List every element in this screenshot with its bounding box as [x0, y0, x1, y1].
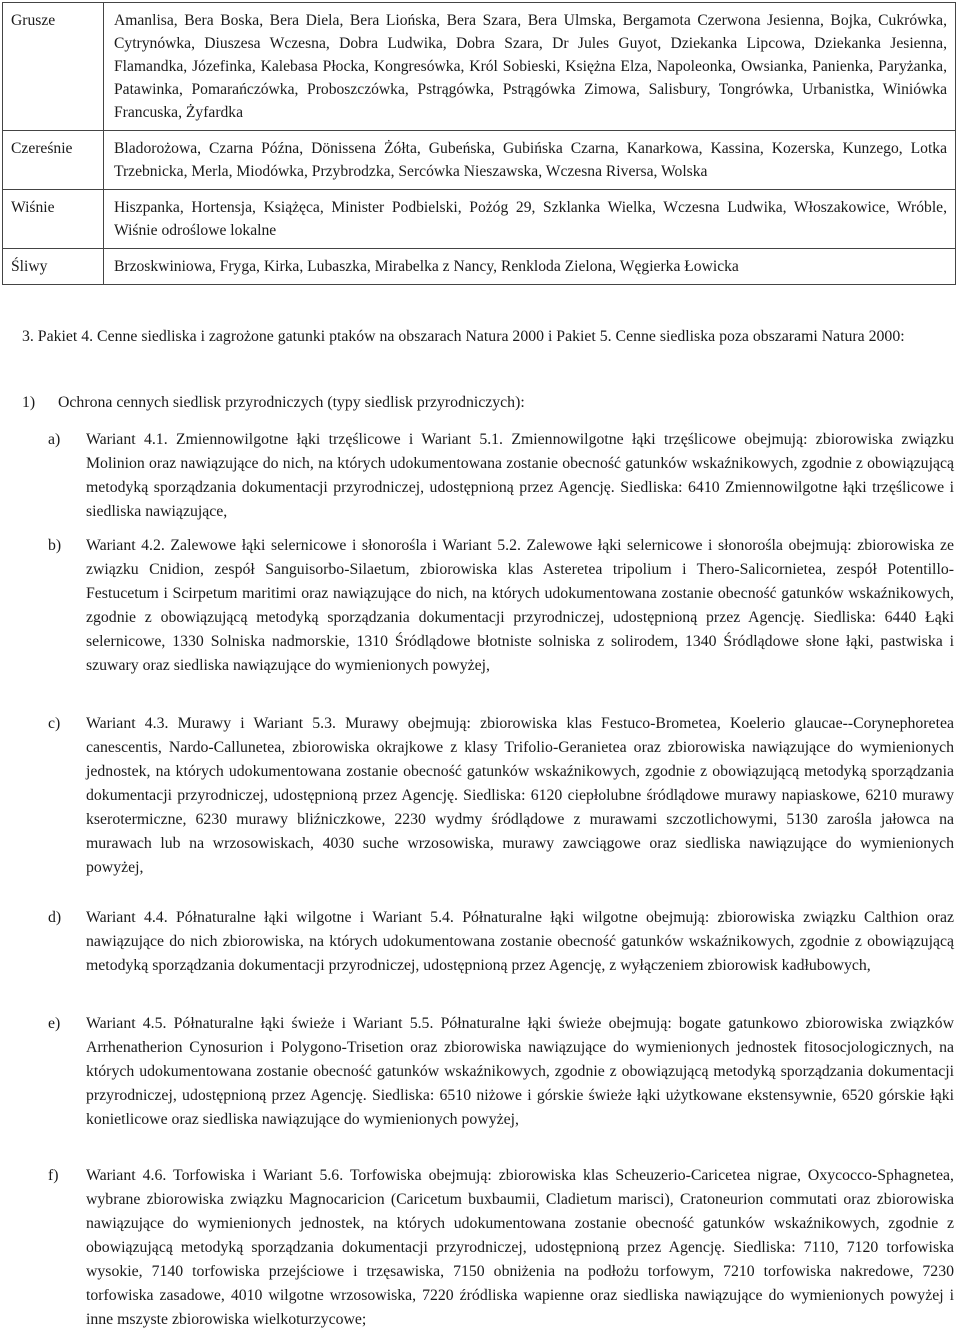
list-item-text: Wariant 4.3. Murawy i Wariant 5.3. Murawy obejmują: zbiorowiska klas Festuco-Brometea, Koelerio glaucae--Corynephoretea canescentis, Nardo-Callunetea, zbiorowiska okrajkowe z klasy Trifolio-Geranietea oraz zbiorowiska nawiązujące do wymienionych jednostek, na których udokumentowana zostanie obecność gatunków wskaźnikowych, zgodnie z obowiązującą metodyką sporządzania dokumentacji przyrodniczej, udostępnioną przez Agencję. Siedliska: 6120 ciepłolubne śródlądowe murawy napiaskowe, 6210 murawy kserotermiczne, 6230 murawy bliźniczkowe, 2230 wydmy śródlądowe z murawami szczotlichowymi, 5130 zarośla jałowca na murawach lub na wrzosowiskach, 4030 suche wrzosowiska, murawy zawciągowe oraz siedliska nawiązujące do wymienionych powyżej,	[86, 715, 954, 876]
list-letter: c)	[48, 715, 61, 732]
list-item	[48, 534, 960, 678]
fruit-varieties-table	[2, 2, 956, 285]
varieties-cell: Brzoskwiniowa, Fryga, Kirka, Lubaszka, Mirabelka z Nancy, Renkloda Zielona, Węgierka Łowicka	[104, 249, 956, 285]
list-item	[48, 712, 960, 880]
list-letter: e)	[48, 1015, 61, 1032]
table-row	[3, 131, 956, 190]
numbered-heading	[22, 392, 952, 414]
varieties-cell: Hiszpanka, Hortensja, Książęca, Minister Podbielski, Pożóg 29, Szklanka Wielka, Wczesna Ludwika, Włoszakowice, Wróble, Wiśnie odroślowe lokalne	[104, 190, 956, 249]
list-number: 1)	[22, 394, 36, 411]
list-letter: a)	[48, 431, 61, 448]
table-row	[3, 3, 956, 131]
fruit-name-cell: Grusze	[3, 3, 104, 131]
list-item-text: Wariant 4.6. Torfowiska i Wariant 5.6. Torfowiska obejmują: zbiorowiska klas Scheuzerio-Caricetea nigrae, Oxycocco-Sphagnetea, wybrane zbiorowiska związku Magnocaricion (Caricetum buxbaumii, Cladietum marisci), Cratoneurion commutati oraz zbiorowiska nawiązujące do wymienionych jednostek, na których udokumentowana zostanie obecność gatunków wskaźnikowych, zgodnie z obowiązującą metodyką sporządzania dokumentacji przyrodniczej, udostępnioną przez Agencję. Siedliska: 7110, 7120 torfowiska wysokie, 7140 torfowiska przejściowe i trzęsawiska, 7150 obniżenia na podłożu torfowym, 7210 torfowiska nakredowe, 7230 torfowiska zasadowe, 4010 wilgotne wrzosowiska, 7220 źródliska wapienne oraz siedliska nawiązujące do wymienionych powyżej i inne mszyste zbiorowiska wielkoturzycowe;	[86, 1167, 954, 1328]
fruit-name-cell: Wiśnie	[3, 190, 104, 249]
list-letter: b)	[48, 537, 62, 554]
table-row	[3, 249, 956, 285]
list-item	[48, 1164, 960, 1332]
fruit-name-cell: Śliwy	[3, 249, 104, 285]
section-heading-paragraph: 3. Pakiet 4. Cenne siedliska i zagrożone gatunki ptaków na obszarach Natura 2000 i Pakiet 5. Cenne siedliska poza obszarami Natura 2000:	[22, 328, 905, 345]
fruit-name-cell: Czereśnie	[3, 131, 104, 190]
list-letter: f)	[48, 1167, 59, 1184]
list-item-text: Wariant 4.5. Półnaturalne łąki świeże i Wariant 5.5. Półnaturalne łąki świeże obejmują: bogate gatunkowo zbiorowiska związków Arrhenatherion Cynosurion i Polygono-Trisetion oraz zbiorowiska nawiązujące do wymienionych jednostek fitosocjologicznych, na których udokumentowana zostanie obecność gatunków wskaźnikowych, zgodnie z obowiązującą metodyką sporządzania dokumentacji przyrodniczej, udostępnioną przez Agencję. Siedliska: 6510 niżowe i górskie świeże łąki użytkowane ekstensywnie, 6520 górskie łąki konietlicowe oraz siedliska nawiązujące do wymienionych powyżej,	[86, 1015, 954, 1128]
table-row	[3, 190, 956, 249]
list-item-text: Wariant 4.2. Zalewowe łąki selernicowe i słonorośla i Wariant 5.2. Zalewowe łąki selernicowe i słonorośla obejmują: zbiorowiska ze związku Cnidion, zespół Sanguisorbo-Silaetum, zbiorowiska klas Asteretea tripolium i Thero-Salicornietea, zespół Potentillo-Festucetum i Scirpetum maritimi oraz nawiązujące do nich, na których udokumentowana zostanie obecność gatunków wskaźnikowych, zgodnie z obowiązującą metodyką sporządzania dokumentacji przyrodniczej, udostępnioną przez Agencję. Siedliska: 6440 Łąki selernicowe, 1330 Solniska nadmorskie, 1310 Śródlądowe błotniste solniska z solirodem, 1340 Śródlądowe słone łąki, pastwiska i szuwary oraz siedliska nawiązujące do wymienionych powyżej,	[86, 537, 954, 674]
list-item-text: Wariant 4.1. Zmiennowilgotne łąki trzęślicowe i Wariant 5.1. Zmiennowilgotne łąki trzęślicowe obejmują: zbiorowiska związku Molinion oraz nawiązujące do nich, na których udokumentowana zostanie obecność gatunków wskaźnikowych, zgodnie z obowiązującą metodyką sporządzania dokumentacji przyrodniczej, udostępnioną przez Agencję. Siedliska: 6410 Zmiennowilgotne łąki trzęślicowe i siedliska nawiązujące,	[86, 431, 954, 520]
list-item	[48, 1012, 960, 1132]
numbered-heading-text: Ochrona cennych siedlisk przyrodniczych (typy siedlisk przyrodniczych):	[58, 394, 525, 411]
varieties-cell: Bladorożowa, Czarna Późna, Dönissena Żółta, Gubeńska, Gubińska Czarna, Kanarkowa, Kassina, Kozerska, Kunzego, Lotka Trzebnicka, Merla, Miodówka, Przybrodzka, Sercówka Nieszawska, Wczesna Riversa, Wolska	[104, 131, 956, 190]
list-item	[48, 428, 960, 524]
varieties-cell: Amanlisa, Bera Boska, Bera Diela, Bera Liońska, Bera Szara, Bera Ulmska, Bergamota Czerwona Jesienna, Bojka, Cukrówka, Cytrynówka, Diuszesa Wczesna, Dobra Ludwika, Dobra Szara, Dr Jules Guyot, Dziekanka Lipcowa, Dziekanka Jesienna, Flamandka, Józefinka, Kalebasa Płocka, Kongresówka, Król Sobieski, Księżna Elza, Napoleonka, Owsianka, Panienka, Paryżanka, Patawinka, Pomarańczówka, Proboszczówka, Pstrągówka, Pstrągówka Zimowa, Salisbury, Tongrówka, Urbanistka, Winiówka Francuska, Żyfardka	[104, 3, 956, 131]
list-letter: d)	[48, 909, 62, 926]
list-item-text: Wariant 4.4. Półnaturalne łąki wilgotne i Wariant 5.4. Półnaturalne łąki wilgotne obejmują: zbiorowiska związku Calthion oraz nawiązujące do nich zbiorowiska, na których udokumentowana zostanie obecność gatunków wskaźnikowych, zgodnie z obowiązującą metodyką sporządzania dokumentacji przyrodniczej, udostępnioną przez Agencję, z wyłączeniem zbiorowisk kadłubowych,	[86, 909, 954, 974]
list-item	[48, 906, 960, 978]
